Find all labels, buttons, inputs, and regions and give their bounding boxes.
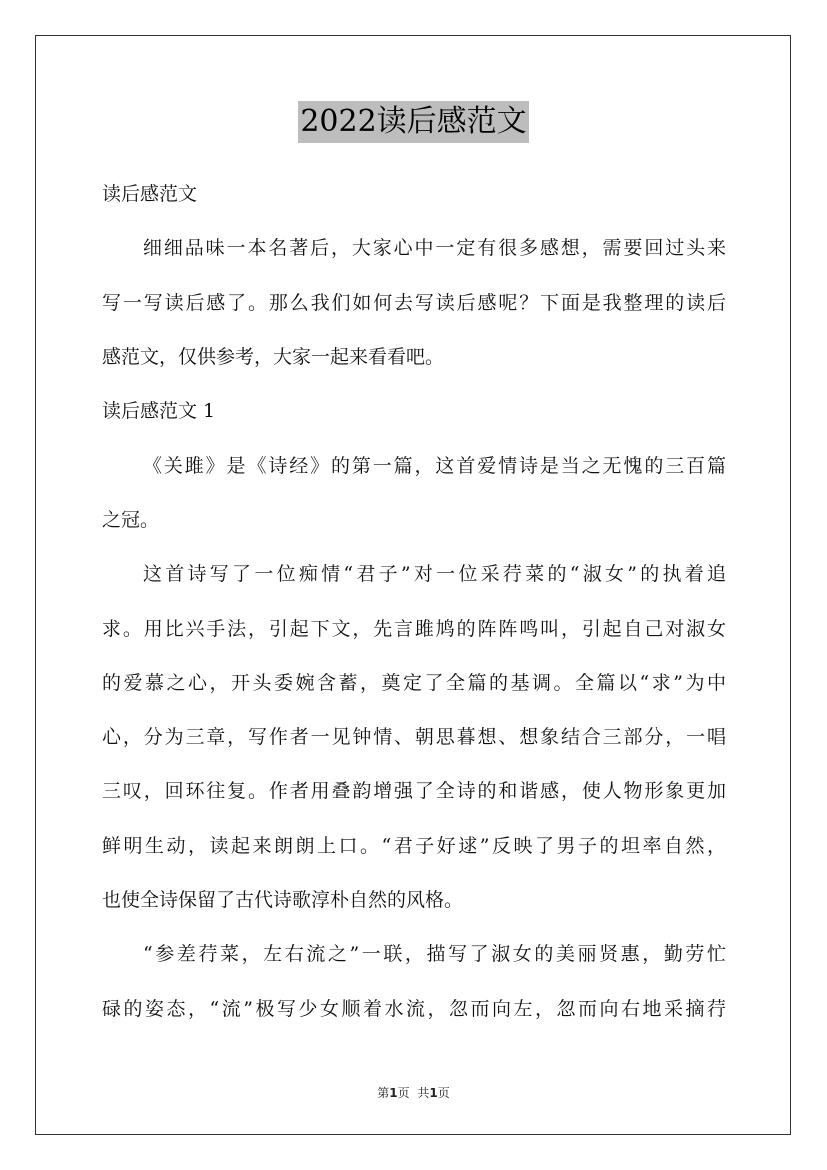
title-container (0, 101, 827, 143)
para2-line-1: 这首诗写了一位痴情“君子”对一位采荇菜的“淑女”的执着追 (143, 563, 726, 585)
para2-line-6: 鲜明生动，读起来朗朗上口。“君子好逑”反映了男子的坦率自然， (102, 835, 726, 857)
document-title: 2022读后感范文 (298, 101, 528, 143)
para1-line-1: 《关雎》是《诗经》的第一篇，这首爱情诗是当之无愧的三百篇 (143, 455, 726, 477)
footer-page-suffix: 页 (397, 1086, 410, 1100)
footer-page-number: 1 (389, 1086, 398, 1100)
para2-line-3: 的爱慕之心，开头委婉含蓄，奠定了全篇的基调。全篇以“求”为中 (102, 672, 726, 694)
para3-line-1: “参差荇菜，左右流之”一联，描写了淑女的美丽贤惠，勤劳忙 (143, 943, 726, 965)
para3-line-2: 碌的姿态，“流”极写少女顺着水流，忽而向左，忽而向右地采摘荇 (102, 998, 726, 1020)
intro-line-2: 写一写读后感了。那么我们如何去写读后感呢？下面是我整理的读后 (102, 292, 726, 314)
footer-total-suffix: 页 (437, 1086, 450, 1100)
footer-total-number: 1 (429, 1086, 438, 1100)
intro-line-3: 感范文，仅供参考，大家一起来看看吧。 (102, 346, 445, 368)
section-heading: 读后感范文 (102, 183, 198, 205)
footer-page-prefix: 第 (377, 1086, 390, 1100)
page-footer (0, 1084, 827, 1101)
para2-line-5: 三叹，回环往复。作者用叠韵增强了全诗的和谐感，使人物形象更加 (102, 780, 726, 802)
para1-line-2: 之冠。 (102, 509, 160, 531)
para2-line-2: 求。用比兴手法，引起下文，先言雎鸠的阵阵鸣叫，引起自己对淑女 (102, 618, 726, 640)
footer-total-prefix: 共 (417, 1086, 430, 1100)
essay-heading: 读后感范文 1 (102, 400, 216, 422)
para2-line-4: 心，分为三章，写作者一见钟情、朝思暮想、想象结合三部分，一唱 (102, 726, 726, 748)
para2-line-7: 也使全诗保留了古代诗歌淳朴自然的风格。 (102, 889, 464, 911)
intro-line-1: 细细品味一本名著后，大家心中一定有很多感想，需要回过头来 (143, 237, 726, 259)
